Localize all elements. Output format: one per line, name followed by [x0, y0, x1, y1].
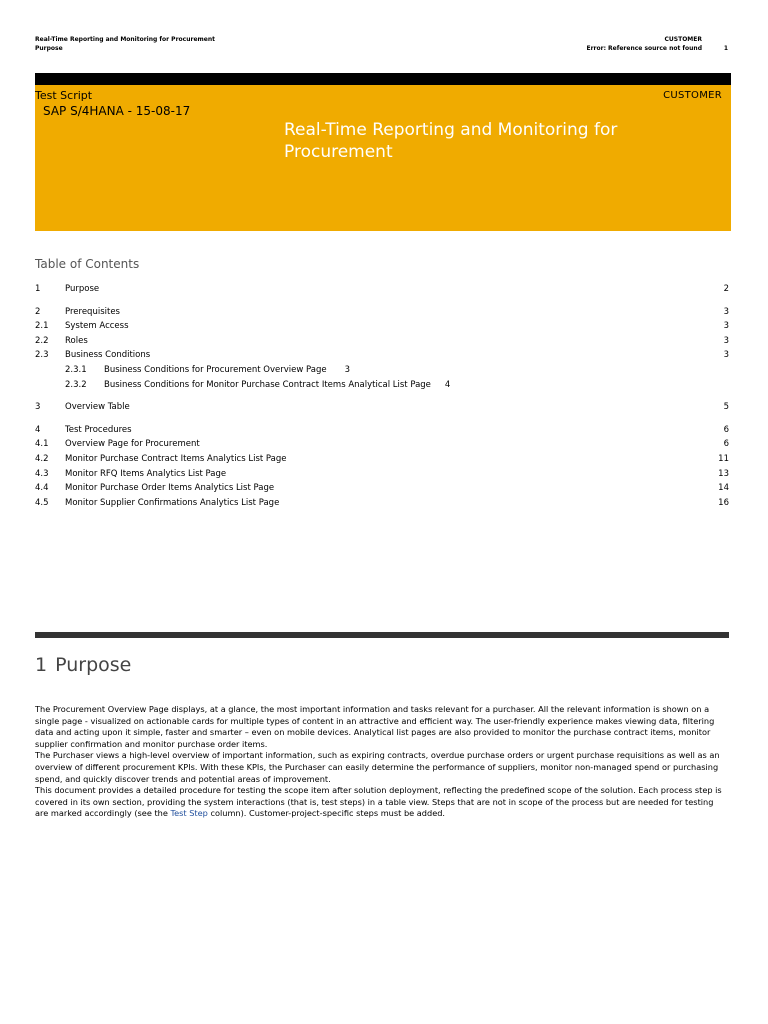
body-text: This document provides a detailed procedure for testing the scope item after solution deployment, reflecting the predefined scope of the solution. Each process step is covered in its own section, providing the system interactions (that is, test steps) in a table view. Steps that are not in scope of the process but are needed for testing are marked accordingly (see the: [35, 785, 722, 819]
header-reference-error: Error: Reference source not found: [586, 45, 702, 52]
toc-entry-number: 2: [35, 306, 41, 317]
toc-entry-title: Purpose: [65, 284, 100, 294]
test-step-link[interactable]: Test Step: [170, 808, 208, 819]
toc-entry-title: System Access: [65, 321, 129, 332]
toc-entry-number: 4.2: [35, 453, 49, 464]
header-classification: CUSTOMER: [664, 36, 702, 43]
header-document-title: Real-Time Reporting and Monitoring for Procurement: [35, 36, 215, 43]
toc-entry[interactable]: [35, 334, 729, 349]
toc-entry-page: 4: [444, 379, 451, 390]
toc-entry-number: 2.3.1: [65, 364, 87, 375]
toc-entry[interactable]: [35, 423, 729, 438]
toc-entry-title: Business Conditions for Procurement Overview Page: [104, 364, 327, 375]
toc-entry-title: Roles: [65, 335, 88, 346]
toc-entry-page: 3: [723, 306, 729, 317]
toc-heading: Table of Contents: [35, 257, 140, 271]
toc-entry-number: 4.5: [35, 497, 49, 508]
toc-entry[interactable]: [35, 481, 729, 496]
body-paragraph: [35, 785, 729, 820]
toc-entry-title: Prerequisites: [65, 306, 120, 317]
banner-doc-type: Test Script: [35, 89, 93, 102]
toc-entry[interactable]: [35, 348, 729, 363]
toc-entry-page: 3: [723, 321, 729, 332]
toc-subentry[interactable]: [35, 363, 729, 378]
toc-entry[interactable]: [35, 305, 729, 320]
body-paragraph: The Purchaser views a high-level overview of important information, such as expiring contracts, overdue purchase orders or urgent purchase requisitions as well as an overview of different procurement KPIs. With these KPIs, the Purchaser can easily determine the performance of suppliers, monitor non-managed spend or purchasing spend, and quickly discover trends and potential areas of improvement.: [35, 750, 720, 784]
title-banner: [35, 85, 731, 231]
toc-entry-page: 16: [718, 497, 729, 508]
banner-title: Real-Time Reporting and Monitoring for Procurement: [284, 120, 618, 162]
toc-entry[interactable]: [35, 496, 729, 511]
section-body: [35, 704, 729, 820]
running-header-left: [35, 35, 215, 53]
toc-entry-number: 4.3: [35, 468, 49, 479]
toc-entry-page: 13: [718, 468, 729, 479]
toc-entry-page: 14: [718, 483, 729, 494]
section-title: Purpose: [55, 654, 132, 676]
running-header-right: [586, 35, 728, 53]
toc-entry[interactable]: [35, 282, 729, 297]
toc-entry-number: 3: [35, 402, 41, 413]
toc-entry[interactable]: [35, 437, 729, 452]
header-page-number: 1: [723, 45, 728, 52]
toc-entry-title: Monitor Purchase Order Items Analytics List Page: [65, 483, 275, 494]
toc-entry-page: 5: [723, 402, 729, 413]
toc-entry-number: 2.1: [35, 321, 49, 332]
toc-entry-page: 3: [344, 364, 350, 375]
body-paragraph: The Procurement Overview Page displays, at a glance, the most important information and tasks relevant for a purchaser. All the relevant information is shown on a single page - visualized on actionable cards for multiple types of content in an attractive and efficient way. The user-friendly experience makes viewing data, filtering data and acting upon it simple, faster and smarter – even on mobile devices. Analytical list pages are also provided to monitor the purchase contract items, monitor supplier confirmation and monitor purchase order items.: [35, 704, 715, 749]
toc-entry-page: 6: [723, 424, 729, 435]
toc-entry-page: 6: [723, 439, 729, 450]
toc-entry-title: Overview Table: [65, 402, 130, 413]
toc-entry-number: 4.4: [35, 483, 49, 494]
toc-entry-title: Business Conditions for Monitor Purchase Contract Items Analytical List Page: [104, 379, 431, 390]
toc-entry-number: 2.2: [35, 335, 49, 346]
toc-entry-page: 3: [723, 335, 729, 346]
toc-entry-number: 2.3: [35, 350, 49, 361]
toc-entry-number: 4: [35, 424, 41, 435]
toc-entry-number: 2.3.2: [65, 379, 87, 390]
banner-classification: CUSTOMER: [663, 90, 722, 101]
table-of-contents: [35, 282, 729, 510]
toc-entry[interactable]: [35, 467, 729, 482]
toc-entry-title: Monitor Supplier Confirmations Analytics List Page: [65, 497, 280, 508]
toc-entry-number: 1: [35, 284, 41, 294]
banner-top-bar: [35, 73, 731, 85]
toc-entry[interactable]: [35, 319, 729, 334]
toc-entry[interactable]: [35, 452, 729, 467]
section-heading: [35, 654, 131, 676]
toc-entry-page: 11: [718, 453, 729, 464]
body-text: column). Customer-project-specific steps must be added.: [207, 808, 446, 819]
toc-entry-title: Monitor RFQ Items Analytics List Page: [65, 468, 227, 479]
toc-entry-title: Overview Page for Procurement: [65, 439, 200, 450]
toc-entry[interactable]: [35, 400, 729, 415]
toc-subentry[interactable]: [35, 378, 729, 393]
toc-entry-number: 4.1: [35, 439, 49, 450]
toc-entry-title: Monitor Purchase Contract Items Analytics List Page: [65, 453, 287, 464]
banner-product: SAP S/4HANA - 15-08-17: [43, 104, 191, 118]
header-section-name: Purpose: [35, 45, 63, 52]
section-divider: [35, 632, 729, 638]
toc-entry-title: Business Conditions: [65, 350, 151, 361]
toc-entry-title: Test Procedures: [65, 424, 132, 435]
section-number: 1: [35, 654, 48, 676]
toc-entry-page: 2: [723, 284, 729, 294]
toc-entry-page: 3: [723, 350, 729, 361]
